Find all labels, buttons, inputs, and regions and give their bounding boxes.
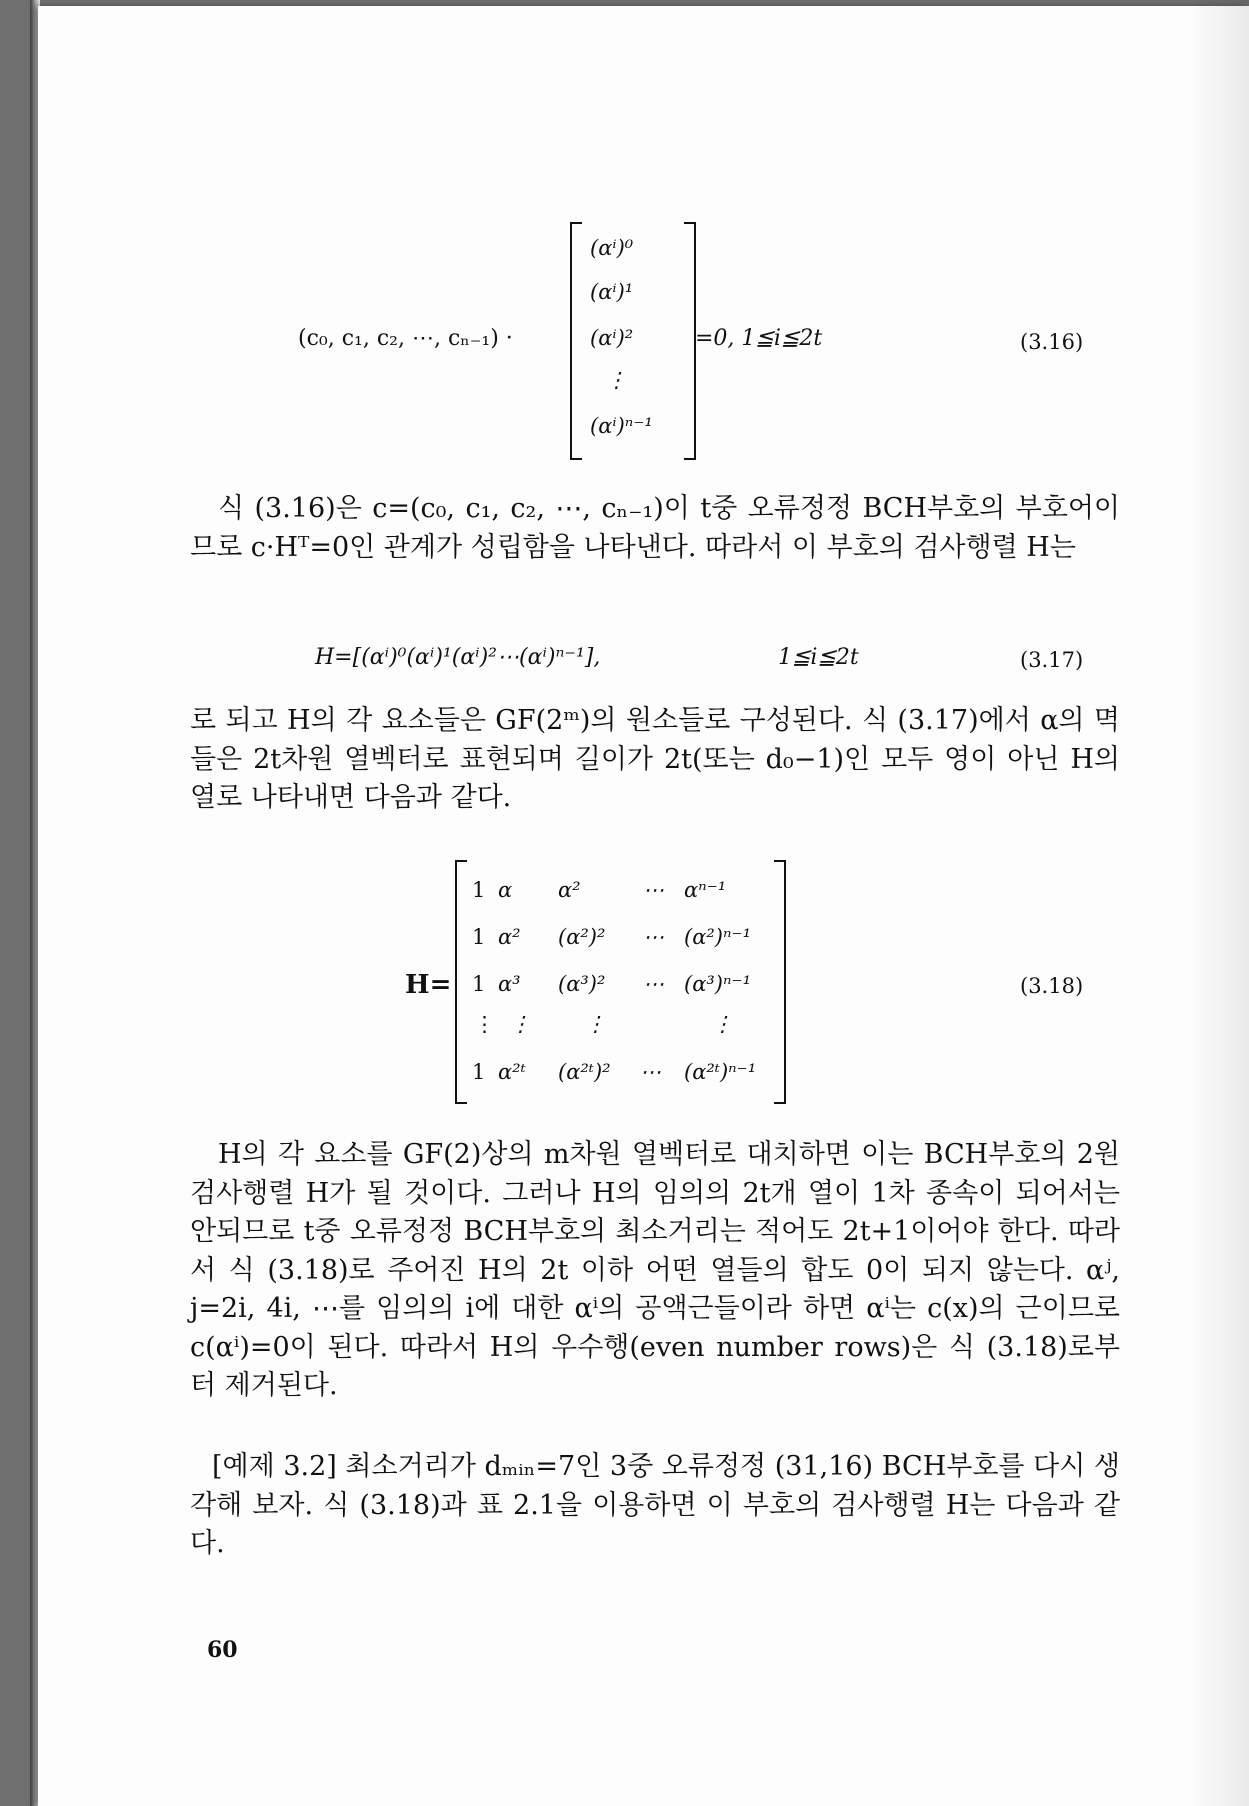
eq318-cell-1-1: α² (498, 925, 521, 949)
eq318-left-bracket (455, 860, 467, 1104)
eq316-left-bracket (570, 222, 582, 460)
eq318-cell-2-2: (α³)² (558, 972, 606, 996)
page-edge-shadow (1189, 0, 1249, 1806)
eq318-cell-3-1: ⋮ (510, 1012, 531, 1036)
eq318-cell-4-2: (α²ᵗ)² (558, 1060, 611, 1084)
eq318-cell-4-4: (α²ᵗ)ⁿ⁻¹ (684, 1060, 757, 1084)
eq316-rhs: =0, 1≦i≦2t (695, 326, 823, 351)
paragraph-2-text: 로 되고 H의 각 요소들은 GF(2ᵐ)의 원소들로 구성된다. 식 (3.17)에서 α의 멱들은 2t차원 열벡터로 표현되며 길이가 2t(또는 d₀−1)인 모두 영이 아닌 H의 열로 나타내면 다음과 같다. (190, 705, 1120, 813)
paragraph-1-text: 식 (3.16)은 c=(c₀, c₁, c₂, ⋯, cₙ₋₁)이 t중 오류정정 BCH부호의 부호어이므로 c·Hᵀ=0인 관계가 성립함을 나타낸다. 따라서 이 부호의 검사행렬 H는 (190, 493, 1120, 563)
eq316-col-3: ⋮ (606, 368, 627, 392)
eq318-cell-2-3: ⋯ (643, 972, 664, 996)
eq318-cell-4-3: ⋯ (640, 1060, 661, 1084)
eq318-cell-2-1: α³ (498, 972, 521, 996)
eq318-number: (3.18) (1020, 974, 1084, 998)
eq318-lhs: H= (405, 970, 452, 1000)
eq316-col-2: (αⁱ)² (590, 326, 634, 350)
eq317-number: (3.17) (1020, 648, 1084, 672)
eq318-cell-2-4: (α³)ⁿ⁻¹ (684, 972, 751, 996)
eq318-cell-1-0: 1 (472, 925, 486, 949)
eq318-cell-0-0: 1 (472, 878, 486, 902)
eq316-number: (3.16) (1020, 330, 1084, 354)
eq318-cell-3-2: ⋮ (585, 1012, 606, 1036)
eq318-cell-2-0: 1 (472, 972, 486, 996)
eq316-lhs: (c₀, c₁, c₂, ⋯, cₙ₋₁) · (298, 326, 513, 351)
eq318-cell-1-3: ⋯ (643, 925, 664, 949)
eq318-cell-4-0: 1 (472, 1060, 486, 1084)
page-number: 60 (207, 1637, 238, 1663)
eq317-condition: 1≦i≦2t (778, 645, 859, 670)
eq316-col-1: (αⁱ)¹ (590, 280, 634, 304)
eq318-cell-1-2: (α²)² (558, 925, 606, 949)
eq318-cell-0-4: αⁿ⁻¹ (684, 878, 727, 902)
paragraph-1 (190, 490, 1120, 567)
eq318-right-bracket (774, 860, 786, 1104)
eq318-cell-0-2: α² (558, 878, 581, 902)
eq318-cell-3-4: ⋮ (712, 1012, 733, 1036)
eq318-cell-0-1: α (498, 878, 513, 902)
eq318-cell-3-0: ⋮ (474, 1012, 495, 1036)
paragraph-3 (190, 1136, 1120, 1406)
eq318-cell-0-3: ⋯ (643, 878, 664, 902)
paragraph-4-text: [예제 3.2] 최소거리가 dₘᵢₙ=7인 3중 오류정정 (31,16) BCH부호를 다시 생각해 보자. 식 (3.18)과 표 2.1을 이용하면 이 부호의 검사행렬 H는 다음과 같다. (190, 1451, 1120, 1559)
eq318-cell-4-1: α²ᵗ (498, 1060, 526, 1084)
eq317-body: H=[(αⁱ)⁰(αⁱ)¹(αⁱ)²⋯(αⁱ)ⁿ⁻¹], (315, 645, 601, 670)
eq316-col-4: (αⁱ)ⁿ⁻¹ (590, 414, 653, 438)
paragraph-2 (190, 702, 1120, 818)
paragraph-3-text: H의 각 요소를 GF(2)상의 m차원 열벡터로 대치하면 이는 BCH부호의 2원 검사행렬 H가 될 것이다. 그러나 H의 임의의 2t개 열이 1차 종속이 되어서는 안되므로 t중 오류정정 BCH부호의 최소거리는 적어도 2t+1이어야 한다. 따라서 식 (3.18)로 주어진 H의 2t 이하 어떤 열들의 합도 0이 되지 않는다. αʲ, j=2i, 4i, ⋯를 임의의 i에 대한 αⁱ의 공액근들이라 하면 αⁱ는 c(x)의 근이므로 c(αⁱ)=0이 된다. 따라서 H의 우수행(even number rows)은 식 (3.18)로부터 제거된다. (190, 1139, 1120, 1401)
eq316-col-0: (αⁱ)⁰ (590, 236, 634, 260)
eq318-cell-1-4: (α²)ⁿ⁻¹ (684, 925, 751, 949)
paragraph-4-example (190, 1448, 1120, 1564)
